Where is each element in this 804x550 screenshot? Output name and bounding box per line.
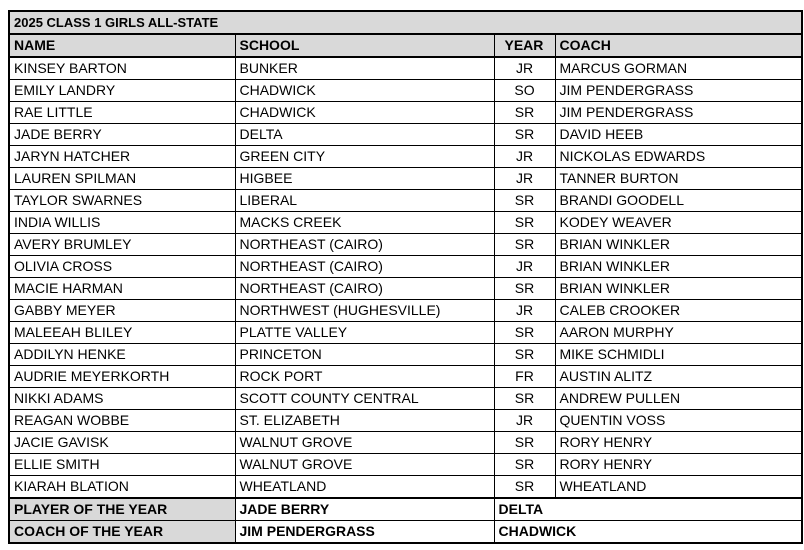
table-row: [9, 190, 802, 212]
year-cell: SR: [494, 234, 555, 256]
school-cell: CHADWICK: [235, 102, 494, 124]
coach-cell: QUENTIN VOSS: [555, 410, 802, 432]
award-row: [9, 521, 802, 544]
player-name-cell: KIARAH BLATION: [9, 476, 235, 499]
year-cell: SR: [494, 278, 555, 300]
year-cell: SR: [494, 432, 555, 454]
table-body: [9, 11, 802, 543]
coach-cell: CALEB CROOKER: [555, 300, 802, 322]
school-cell: NORTHWEST (HUGHESVILLE): [235, 300, 494, 322]
player-name-cell: MACIE HARMAN: [9, 278, 235, 300]
header-year: YEAR: [494, 34, 555, 57]
table-row: [9, 322, 802, 344]
school-cell: CHADWICK: [235, 80, 494, 102]
table-row: [9, 388, 802, 410]
header-coach: COACH: [555, 34, 802, 57]
year-cell: FR: [494, 366, 555, 388]
table-row: [9, 278, 802, 300]
school-cell: MACKS CREEK: [235, 212, 494, 234]
award-row: [9, 498, 802, 521]
year-cell: JR: [494, 300, 555, 322]
coach-cell: JIM PENDERGRASS: [555, 102, 802, 124]
school-cell: WHEATLAND: [235, 476, 494, 499]
year-cell: JR: [494, 146, 555, 168]
award-winner-cell: JADE BERRY: [235, 498, 494, 521]
player-name-cell: MALEEAH BLILEY: [9, 322, 235, 344]
award-winner-cell: JIM PENDERGRASS: [235, 521, 494, 544]
award-school-cell: DELTA: [494, 498, 802, 521]
player-name-cell: TAYLOR SWARNES: [9, 190, 235, 212]
coach-cell: BRIAN WINKLER: [555, 234, 802, 256]
year-cell: SR: [494, 190, 555, 212]
school-cell: DELTA: [235, 124, 494, 146]
school-cell: NORTHEAST (CAIRO): [235, 278, 494, 300]
coach-cell: MARCUS GORMAN: [555, 57, 802, 80]
header-name: NAME: [9, 34, 235, 57]
school-cell: PLATTE VALLEY: [235, 322, 494, 344]
table-row: [9, 57, 802, 80]
player-name-cell: GABBY MEYER: [9, 300, 235, 322]
coach-cell: RORY HENRY: [555, 454, 802, 476]
table-row: [9, 234, 802, 256]
player-name-cell: JARYN HATCHER: [9, 146, 235, 168]
award-label-cell: PLAYER OF THE YEAR: [9, 498, 235, 521]
coach-cell: BRANDI GOODELL: [555, 190, 802, 212]
coach-cell: RORY HENRY: [555, 432, 802, 454]
player-name-cell: AVERY BRUMLEY: [9, 234, 235, 256]
school-cell: WALNUT GROVE: [235, 432, 494, 454]
player-name-cell: KINSEY BARTON: [9, 57, 235, 80]
coach-cell: TANNER BURTON: [555, 168, 802, 190]
coach-cell: WHEATLAND: [555, 476, 802, 499]
player-name-cell: OLIVIA CROSS: [9, 256, 235, 278]
table-row: [9, 212, 802, 234]
school-cell: ST. ELIZABETH: [235, 410, 494, 432]
player-name-cell: JADE BERRY: [9, 124, 235, 146]
year-cell: SR: [494, 212, 555, 234]
player-name-cell: REAGAN WOBBE: [9, 410, 235, 432]
year-cell: JR: [494, 57, 555, 80]
header-school: SCHOOL: [235, 34, 494, 57]
award-school-cell: CHADWICK: [494, 521, 802, 544]
school-cell: NORTHEAST (CAIRO): [235, 256, 494, 278]
coach-cell: BRIAN WINKLER: [555, 256, 802, 278]
year-cell: SO: [494, 80, 555, 102]
coach-cell: AUSTIN ALITZ: [555, 366, 802, 388]
table-row: [9, 344, 802, 366]
coach-cell: BRIAN WINKLER: [555, 278, 802, 300]
year-cell: SR: [494, 102, 555, 124]
year-cell: SR: [494, 388, 555, 410]
school-cell: HIGBEE: [235, 168, 494, 190]
player-name-cell: ADDILYN HENKE: [9, 344, 235, 366]
player-name-cell: INDIA WILLIS: [9, 212, 235, 234]
table-row: [9, 256, 802, 278]
player-name-cell: JACIE GAVISK: [9, 432, 235, 454]
school-cell: WALNUT GROVE: [235, 454, 494, 476]
table-row: [9, 102, 802, 124]
school-cell: NORTHEAST (CAIRO): [235, 234, 494, 256]
all-state-table: [8, 10, 803, 544]
player-name-cell: LAUREN SPILMAN: [9, 168, 235, 190]
table-title: 2025 CLASS 1 GIRLS ALL-STATE: [9, 11, 802, 34]
player-name-cell: ELLIE SMITH: [9, 454, 235, 476]
table-row: [9, 476, 802, 499]
coach-cell: ANDREW PULLEN: [555, 388, 802, 410]
table-row: [9, 80, 802, 102]
year-cell: JR: [494, 256, 555, 278]
year-cell: SR: [494, 454, 555, 476]
table-row: [9, 366, 802, 388]
school-cell: BUNKER: [235, 57, 494, 80]
title-row: [9, 11, 802, 34]
player-name-cell: NIKKI ADAMS: [9, 388, 235, 410]
year-cell: SR: [494, 476, 555, 499]
table-row: [9, 410, 802, 432]
school-cell: ROCK PORT: [235, 366, 494, 388]
player-name-cell: EMILY LANDRY: [9, 80, 235, 102]
table-row: [9, 432, 802, 454]
coach-cell: KODEY WEAVER: [555, 212, 802, 234]
table-row: [9, 146, 802, 168]
table-row: [9, 168, 802, 190]
year-cell: JR: [494, 168, 555, 190]
table-row: [9, 300, 802, 322]
year-cell: SR: [494, 344, 555, 366]
coach-cell: NICKOLAS EDWARDS: [555, 146, 802, 168]
header-row: [9, 34, 802, 57]
school-cell: SCOTT COUNTY CENTRAL: [235, 388, 494, 410]
table-row: [9, 454, 802, 476]
school-cell: LIBERAL: [235, 190, 494, 212]
coach-cell: MIKE SCHMIDLI: [555, 344, 802, 366]
player-name-cell: RAE LITTLE: [9, 102, 235, 124]
award-label-cell: COACH OF THE YEAR: [9, 521, 235, 544]
school-cell: GREEN CITY: [235, 146, 494, 168]
coach-cell: DAVID HEEB: [555, 124, 802, 146]
table-row: [9, 124, 802, 146]
school-cell: PRINCETON: [235, 344, 494, 366]
year-cell: JR: [494, 410, 555, 432]
coach-cell: AARON MURPHY: [555, 322, 802, 344]
coach-cell: JIM PENDERGRASS: [555, 80, 802, 102]
year-cell: SR: [494, 322, 555, 344]
year-cell: SR: [494, 124, 555, 146]
player-name-cell: AUDRIE MEYERKORTH: [9, 366, 235, 388]
